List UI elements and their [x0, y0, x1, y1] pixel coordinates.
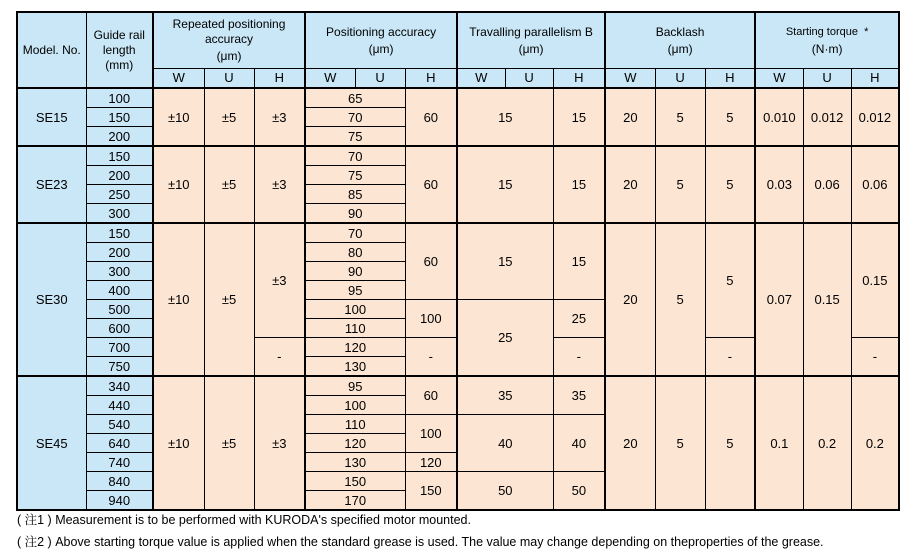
guide-rail-line2: length — [102, 42, 136, 57]
value-cell: 35 — [553, 376, 605, 415]
subcol-h-group3: H — [553, 68, 605, 88]
length-cell: 750 — [86, 357, 153, 377]
length-cell: 250 — [86, 185, 153, 204]
value-cell: 20 — [605, 146, 655, 223]
length-cell: 640 — [86, 434, 153, 453]
length-cell: 200 — [86, 243, 153, 262]
value-cell: 130 — [305, 357, 405, 377]
subcol-h-group4: H — [705, 68, 755, 88]
group-unit: (N·m) — [811, 41, 843, 56]
value-cell: - — [254, 338, 305, 377]
subcol-u-group5: U — [803, 68, 851, 88]
value-cell: ±5 — [204, 88, 254, 146]
length-cell: 300 — [86, 262, 153, 281]
length-cell: 200 — [86, 127, 153, 147]
footnotes — [17, 513, 907, 557]
value-cell: 40 — [553, 415, 605, 472]
length-cell: 840 — [86, 472, 153, 491]
header-group-repeated-positioning-accuracy — [153, 12, 305, 68]
guide-rail-line1: Guide rail — [93, 27, 145, 42]
value-cell: 65 — [305, 88, 405, 108]
header-group-positioning-accuracy — [305, 12, 457, 68]
value-cell: 5 — [655, 223, 705, 376]
footnote-2: ( 注2 ) Above starting torque value is applied when the standard grease is used. The value may change depending on theproperties of the grease. — [17, 535, 824, 549]
value-cell: 60 — [405, 146, 457, 223]
value-cell: 0.010 — [755, 88, 803, 146]
value-cell: 100 — [405, 415, 457, 453]
header-guide-rail-length — [86, 12, 153, 88]
value-cell: ±3 — [254, 146, 305, 223]
group-label: Starting torque * — [785, 25, 869, 38]
value-cell: ±10 — [153, 146, 204, 223]
value-cell: 5 — [705, 146, 755, 223]
subcol-w-group5: W — [755, 68, 803, 88]
value-cell: 120 — [305, 338, 405, 357]
value-cell: - — [705, 338, 755, 377]
value-cell: 90 — [305, 204, 405, 224]
subcol-w-group1: W — [153, 68, 204, 88]
value-cell: 90 — [305, 262, 405, 281]
value-cell: ±3 — [254, 376, 305, 510]
subcol-w-group2: W — [305, 68, 355, 88]
value-cell: 50 — [457, 472, 553, 511]
subcol-h-group2: H — [405, 68, 457, 88]
value-cell: - — [405, 338, 457, 377]
value-cell: 15 — [457, 88, 553, 146]
length-cell: 150 — [86, 146, 153, 166]
value-cell: 5 — [705, 88, 755, 146]
length-cell: 500 — [86, 300, 153, 319]
value-cell: 0.012 — [851, 88, 899, 146]
value-cell: ±5 — [204, 146, 254, 223]
header-group-starting-torque — [755, 12, 899, 68]
value-cell: 100 — [305, 396, 405, 415]
value-cell: 100 — [305, 300, 405, 319]
table-row — [17, 223, 899, 243]
value-cell: ±10 — [153, 88, 204, 146]
length-cell: 200 — [86, 166, 153, 185]
value-cell: 70 — [305, 108, 405, 127]
value-cell: 85 — [305, 185, 405, 204]
value-cell: 150 — [305, 472, 405, 491]
value-cell: 15 — [553, 223, 605, 300]
group-label: Repeated positioning accuracy — [172, 17, 286, 47]
value-cell: 95 — [305, 376, 405, 396]
value-cell: 60 — [405, 376, 457, 415]
value-cell: 60 — [405, 88, 457, 146]
value-cell: 0.2 — [851, 376, 899, 510]
subcol-u-group2: U — [355, 68, 405, 88]
value-cell: 15 — [457, 223, 553, 300]
length-cell: 100 — [86, 88, 153, 108]
length-cell: 400 — [86, 281, 153, 300]
length-cell: 300 — [86, 204, 153, 224]
value-cell: 0.03 — [755, 146, 803, 223]
header-group-backlash — [605, 12, 755, 68]
value-cell: 5 — [655, 88, 705, 146]
value-cell: 120 — [405, 453, 457, 472]
value-cell: 0.012 — [803, 88, 851, 146]
value-cell: 0.06 — [851, 146, 899, 223]
value-cell: ±5 — [204, 223, 254, 376]
subcol-h-group1: H — [254, 68, 305, 88]
value-cell: 70 — [305, 223, 405, 243]
header-model-no: Model. No. — [17, 12, 86, 88]
value-cell: 170 — [305, 491, 405, 511]
value-cell: 5 — [705, 376, 755, 510]
value-cell: 20 — [605, 376, 655, 510]
subcol-u-group4: U — [655, 68, 705, 88]
model-cell: SE23 — [17, 146, 86, 223]
value-cell: 50 — [553, 472, 605, 511]
length-cell: 740 — [86, 453, 153, 472]
value-cell: 40 — [457, 415, 553, 472]
group-unit: (μm) — [216, 49, 242, 64]
table-row — [17, 146, 899, 166]
table-row — [17, 88, 899, 108]
value-cell: 20 — [605, 88, 655, 146]
value-cell: 35 — [457, 376, 553, 415]
footnote-1: ( 注1 ) Measurement is to be performed with KURODA's specified motor mounted. — [17, 513, 471, 527]
value-cell: ±10 — [153, 376, 204, 510]
group-unit: (μm) — [667, 41, 693, 56]
value-cell: 110 — [305, 319, 405, 338]
value-cell: 150 — [405, 472, 457, 511]
value-cell: 0.1 — [755, 376, 803, 510]
model-cell: SE30 — [17, 223, 86, 376]
value-cell: 15 — [553, 88, 605, 146]
value-cell: - — [553, 338, 605, 377]
value-cell: - — [851, 338, 899, 377]
length-cell: 440 — [86, 396, 153, 415]
header-group-travelling-parallelism — [457, 12, 605, 68]
value-cell: ±5 — [204, 376, 254, 510]
value-cell: 75 — [305, 127, 405, 147]
length-cell: 150 — [86, 108, 153, 127]
value-cell: 0.15 — [851, 223, 899, 338]
value-cell: ±10 — [153, 223, 204, 376]
value-cell: 15 — [457, 146, 553, 223]
value-cell: 60 — [405, 223, 457, 300]
length-cell: 150 — [86, 223, 153, 243]
group-unit: (μm) — [368, 41, 394, 56]
length-cell: 600 — [86, 319, 153, 338]
value-cell: 25 — [457, 300, 553, 377]
value-cell: 130 — [305, 453, 405, 472]
group-label: Backlash — [655, 24, 705, 39]
subcol-w-group4: W — [605, 68, 655, 88]
model-cell: SE15 — [17, 88, 86, 146]
value-cell: 75 — [305, 166, 405, 185]
length-cell: 700 — [86, 338, 153, 357]
group-unit: (μm) — [518, 41, 544, 56]
value-cell: 25 — [553, 300, 605, 338]
table-header — [17, 12, 899, 88]
value-cell: 80 — [305, 243, 405, 262]
value-cell: 0.07 — [755, 223, 803, 376]
value-cell: ±3 — [254, 223, 305, 338]
value-cell: 5 — [655, 146, 705, 223]
guide-rail-line3: (mm) — [105, 57, 134, 72]
value-cell: 110 — [305, 415, 405, 434]
group-label: Positioning accuracy — [326, 24, 437, 39]
value-cell: ±3 — [254, 88, 305, 146]
value-cell: 0.15 — [803, 223, 851, 376]
value-cell: 5 — [705, 223, 755, 338]
subcol-u-group1: U — [204, 68, 254, 88]
value-cell: 15 — [553, 146, 605, 223]
length-cell: 340 — [86, 376, 153, 396]
value-cell: 120 — [305, 434, 405, 453]
spec-table — [16, 11, 900, 511]
length-cell: 540 — [86, 415, 153, 434]
value-cell: 5 — [655, 376, 705, 510]
value-cell: 100 — [405, 300, 457, 338]
table-row — [17, 376, 899, 396]
length-cell: 940 — [86, 491, 153, 511]
value-cell: 70 — [305, 146, 405, 166]
group-label: Travalling parallelism B — [469, 24, 593, 39]
value-cell: 95 — [305, 281, 405, 300]
model-cell: SE45 — [17, 376, 86, 510]
subcol-h-group5: H — [851, 68, 899, 88]
value-cell: 0.06 — [803, 146, 851, 223]
subcol-u-group3: U — [505, 68, 553, 88]
value-cell: 0.2 — [803, 376, 851, 510]
spec-table-body — [17, 88, 899, 510]
value-cell: 20 — [605, 223, 655, 376]
subcol-w-group3: W — [457, 68, 505, 88]
